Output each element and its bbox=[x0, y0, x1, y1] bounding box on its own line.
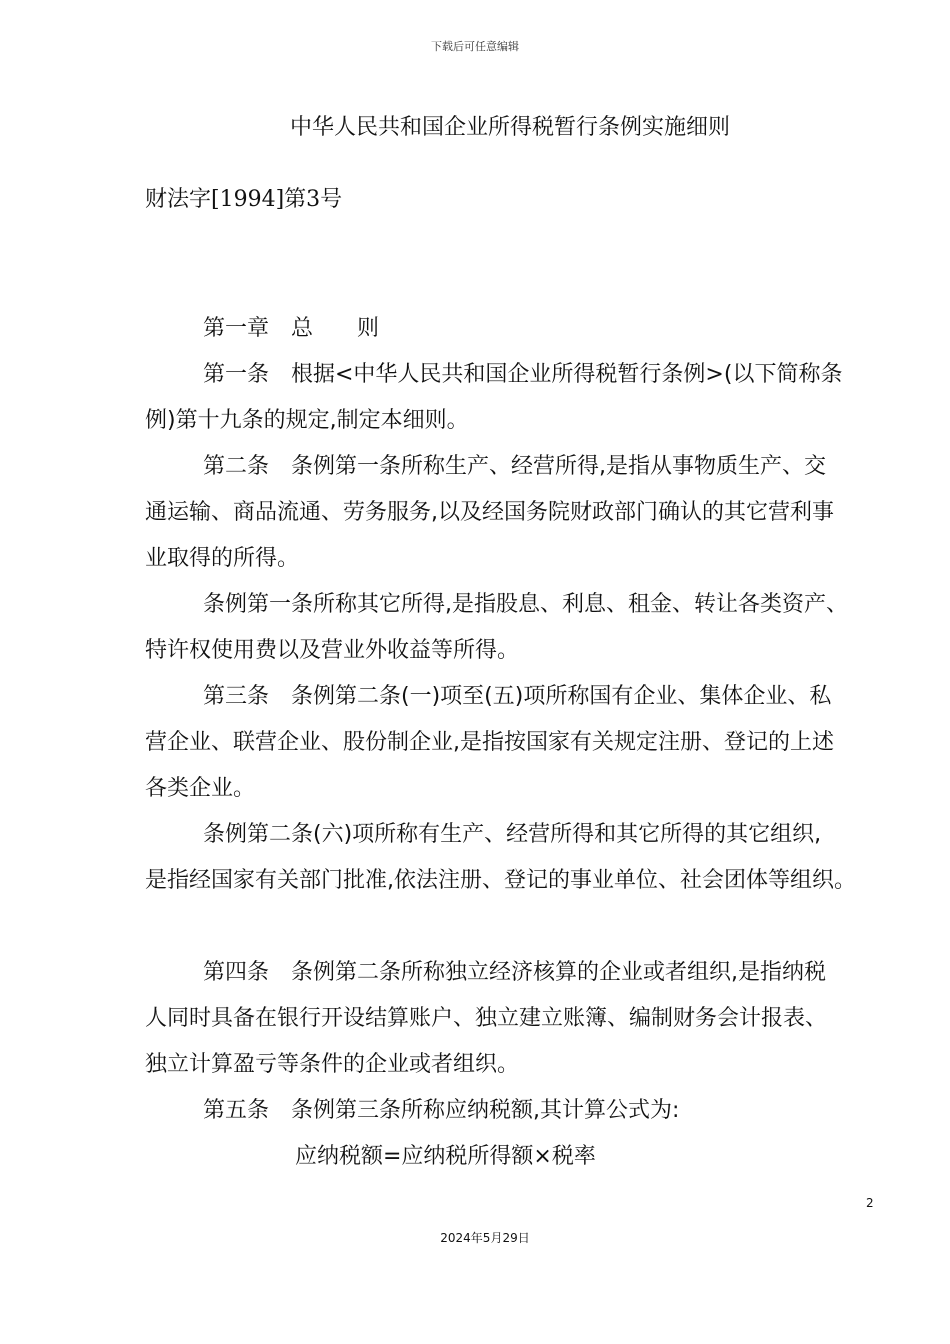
document-title: 中华人民共和国企业所得税暂行条例实施细则 bbox=[289, 115, 730, 140]
article-3-line-1: 第三条 条例第二条(一)项至(五)项所称国有企业、集体企业、私 bbox=[203, 684, 832, 709]
document-number: 财法字[1994]第3号 bbox=[145, 187, 343, 212]
article-1-line-1: 第一条 根据<中华人民共和国企业所得税暂行条例>(以下简称条 bbox=[203, 362, 843, 387]
article-2-para-2-line-1: 条例第一条所称其它所得,是指股息、利息、租金、转让各类资产、 bbox=[203, 592, 848, 617]
page-number: 2 bbox=[866, 1196, 874, 1210]
chapter-heading: 第一章 总 则 bbox=[203, 316, 380, 341]
article-4-line-3: 独立计算盈亏等条件的企业或者组织。 bbox=[145, 1052, 520, 1077]
article-3-para-2-line-2: 是指经国家有关部门批准,依法注册、登记的事业单位、社会团体等组织。 bbox=[145, 868, 856, 893]
article-3-para-2-line-1: 条例第二条(六)项所称有生产、经营所得和其它所得的其它组织, bbox=[203, 822, 822, 847]
document-body bbox=[145, 306, 905, 1180]
article-4-line-1: 第四条 条例第二条所称独立经济核算的企业或者组织,是指纳税 bbox=[203, 960, 826, 985]
article-4-line-2: 人同时具备在银行开设结算账户、独立建立账簿、编制财务会计报表、 bbox=[145, 1006, 828, 1031]
article-1-line-2: 例)第十九条的规定,制定本细则。 bbox=[145, 408, 469, 433]
article-5-line-1: 第五条 条例第三条所称应纳税额,其计算公式为: bbox=[203, 1098, 680, 1123]
footer-date: 2024年5月29日 bbox=[440, 1231, 530, 1245]
article-3-line-3: 各类企业。 bbox=[145, 776, 256, 801]
article-2-para-2-line-2: 特许权使用费以及营业外收益等所得。 bbox=[145, 638, 520, 663]
article-2-line-3: 业取得的所得。 bbox=[145, 546, 300, 571]
header-note: 下载后可任意编辑 bbox=[431, 40, 519, 53]
paragraph-gap bbox=[145, 904, 905, 950]
tax-formula: 应纳税额=应纳税所得额×税率 bbox=[295, 1144, 596, 1169]
article-2-line-1: 第二条 条例第一条所称生产、经营所得,是指从事物质生产、交 bbox=[203, 454, 826, 479]
article-3-line-2: 营企业、联营企业、股份制企业,是指按国家有关规定注册、登记的上述 bbox=[145, 730, 834, 755]
article-2-line-2: 通运输、商品流通、劳务服务,以及经国务院财政部门确认的其它营利事 bbox=[145, 500, 834, 525]
